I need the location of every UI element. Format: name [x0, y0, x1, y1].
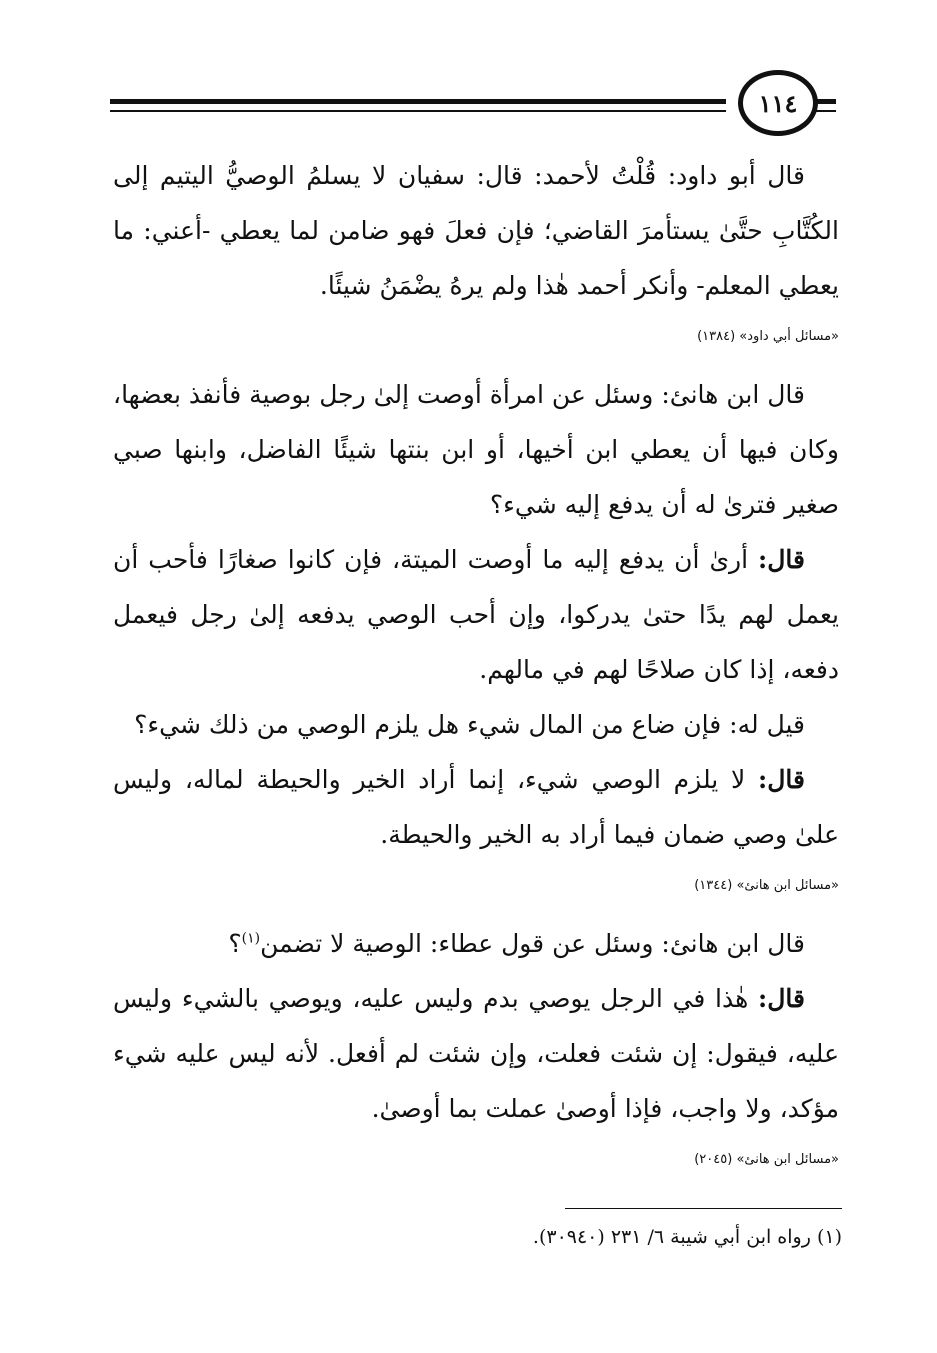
- main-text: [113, 148, 839, 1190]
- footnote-text: رواه ابن أبي شيبة ٦/ ٢٣١ (٣٠٩٤٠).: [532, 1226, 811, 1248]
- footnote-marker: (١): [816, 1226, 842, 1248]
- paragraph: [113, 367, 839, 532]
- paragraph-text: قال ابن هانئ: وسئل عن امرأة أوصت إلىٰ رجل بوصية فأنفذ بعضها، وكان فيها أن يعطي ابن أخيها، أو ابن بنتها شيئًا الفاضل، وابنها صبي صغير فترىٰ له أن يدفع إليه شيء؟: [113, 380, 839, 519]
- paragraph-text: قال أبو داود: قُلْتُ لأحمد: قال: سفيان لا يسلمُ الوصيُّ اليتيم إلى الكُتَّابِ حتَّىٰ يستأمرَ القاضي؛ فإن فعلَ فهو ضامن لما يعطي -أعني: ما يعطي المعلم- وأنكر أحمد هٰذا ولم يرهُ يضْمَنُ شيئًا.: [113, 161, 839, 300]
- paragraph-text: قال ابن هانئ: وسئل عن قول عطاء: الوصية لا تضمن: [260, 929, 805, 958]
- answer-lead: قال:: [758, 984, 805, 1013]
- header-rule-tail-thin: [814, 110, 836, 112]
- paragraph: [113, 916, 839, 971]
- paragraph-text: لا يلزم الوصي شيء، إنما أراد الخير والحيطة لماله، وليس علىٰ وصي ضمان فيما أراد به الخير والحيطة.: [113, 765, 839, 849]
- footnote-divider: [565, 1208, 842, 1209]
- answer-lead: قال:: [758, 765, 805, 794]
- page-header: [110, 66, 836, 142]
- paragraph-tail: ؟: [228, 929, 242, 958]
- page-number: ١١٤: [738, 70, 818, 136]
- answer-lead: قال:: [758, 545, 805, 574]
- header-rule-thin: [110, 110, 726, 112]
- footnote: [142, 1222, 842, 1252]
- paragraph: [113, 752, 839, 862]
- source-citation: «مسائل ابن هانئ» (٢٠٤٥): [694, 1152, 839, 1167]
- header-rule-thick: [110, 99, 726, 104]
- paragraph: [113, 697, 839, 752]
- source-citation: «مسائل ابن هانئ» (١٣٤٤): [694, 878, 839, 893]
- source-citation: «مسائل أبي داود» (١٣٨٤): [697, 329, 839, 344]
- paragraph-text: قيل له: فإن ضاع من المال شيء هل يلزم الوصي من ذلك شيء؟: [134, 710, 805, 739]
- paragraph: [113, 532, 839, 697]
- footnote-ref[interactable]: (١): [241, 930, 261, 947]
- paragraph-text: هٰذا في الرجل يوصي بدم وليس عليه، ويوصي بالشيء وليس عليه، فيقول: إن شئت فعلت، وإن شئت لم أفعل. لأنه ليس عليه شيء مؤكد، ولا واجب، فإذا أوصىٰ عملت بما أوصىٰ.: [113, 984, 839, 1123]
- paragraph: [113, 971, 839, 1136]
- paragraph: [113, 148, 839, 313]
- paragraph-text: أرىٰ أن يدفع إليه ما أوصت الميتة، فإن كانوا صغارًا فأحب أن يعمل لهم يدًا حتىٰ يدركوا، وإن أحب الوصي يدفعه إلىٰ رجل فيعمل دفعه، إذا كان صلاحًا لهم في مالهم.: [113, 545, 839, 684]
